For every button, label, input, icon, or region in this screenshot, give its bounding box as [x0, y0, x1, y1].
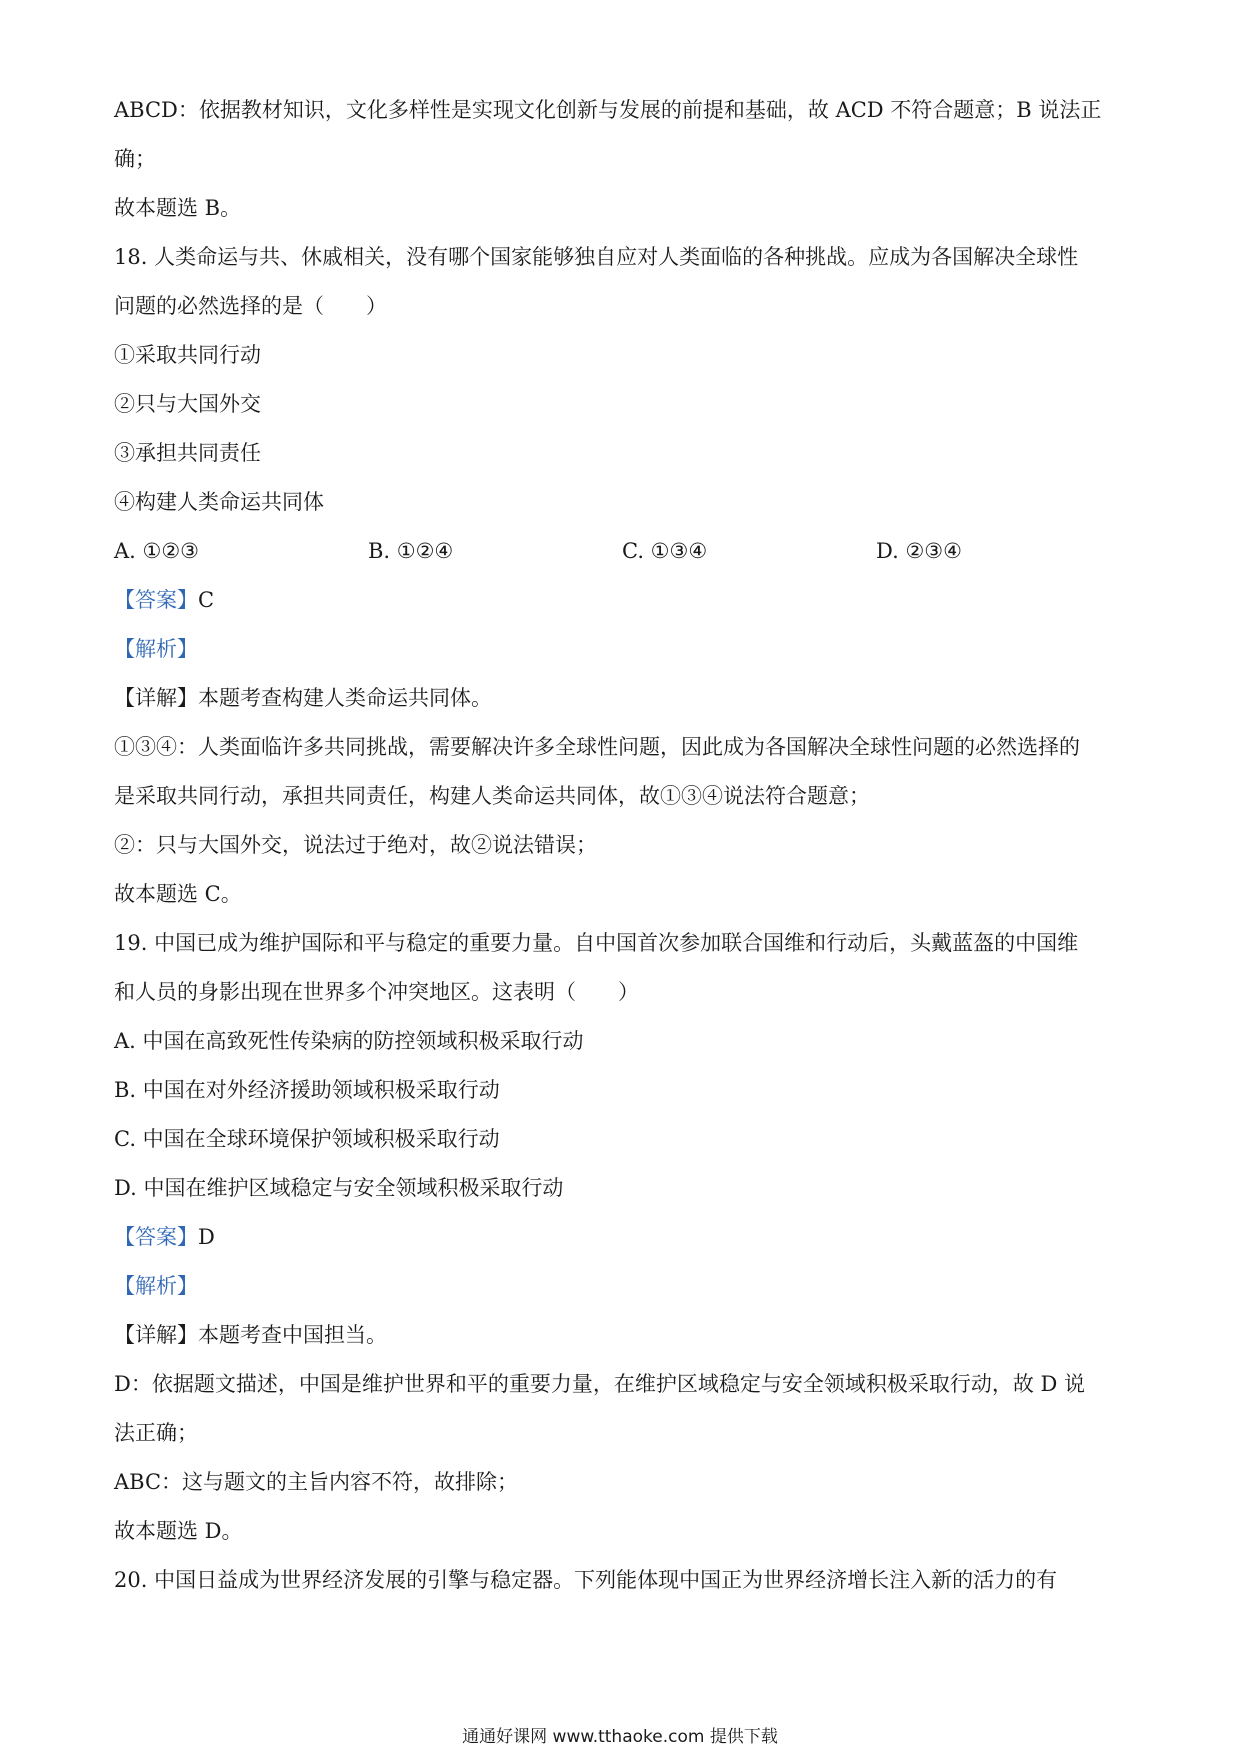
detail-line: 故本题选 D。: [114, 1519, 243, 1543]
page-footer: 通通好课网 www.tthaoke.com 提供下载: [462, 1727, 778, 1747]
option-b: B. ①②④: [368, 539, 454, 563]
statement-2: ②只与大国外交: [114, 392, 261, 416]
answer-value: C: [198, 588, 215, 612]
detail-line: ②：只与大国外交，说法过于绝对，故②说法错误；: [114, 833, 597, 857]
option-a: A. ①②③: [114, 539, 199, 563]
answer-value: D: [198, 1225, 215, 1249]
detail-line: ①③④：人类面临许多共同挑战，需要解决许多全球性问题，因此成为各国解决全球性问题的必然选择的: [114, 735, 1080, 759]
detail-line: 【详解】本题考查中国担当。: [114, 1323, 387, 1347]
statement-4: ④构建人类命运共同体: [114, 490, 324, 514]
statement-1: ①采取共同行动: [114, 343, 261, 367]
detail-line: D：依据题文描述，中国是维护世界和平的重要力量，在维护区域稳定与安全领域积极采取行动，故 D 说: [114, 1372, 1086, 1396]
question-19-answer: [114, 1222, 1134, 1252]
text-line: 故本题选 B。: [114, 196, 242, 220]
question-18-stem: 18. 人类命运与共、休戚相关，没有哪个国家能够独自应对人类面临的各种挑战。应成为各国解决全球性: [114, 245, 1079, 269]
option-c: C. ①③④: [622, 539, 708, 563]
detail-line: 是采取共同行动，承担共同责任，构建人类命运共同体，故①③④说法符合题意；: [114, 784, 870, 808]
option-b: B. 中国在对外经济援助领域积极采取行动: [114, 1078, 500, 1102]
statement-3: ③承担共同责任: [114, 441, 261, 465]
option-d: D. 中国在维护区域稳定与安全领域积极采取行动: [114, 1176, 564, 1200]
detail-line: ABC：这与题文的主旨内容不符，故排除；: [114, 1470, 519, 1494]
option-c: C. 中国在全球环境保护领域积极采取行动: [114, 1127, 500, 1151]
answer-tag: 【答案】: [114, 588, 198, 612]
detail-line: 【详解】本题考查构建人类命运共同体。: [114, 686, 492, 710]
option-a: A. 中国在高致死性传染病的防控领域积极采取行动: [114, 1029, 584, 1053]
text-line: 确；: [114, 147, 156, 171]
option-d: D. ②③④: [876, 539, 962, 563]
question-19-stem: 和人员的身影出现在世界多个冲突地区。这表明（ ）: [114, 980, 639, 1004]
detail-line: 法正确；: [114, 1421, 198, 1445]
detail-line: 故本题选 C。: [114, 882, 242, 906]
question-20-stem: 20. 中国日益成为世界经济发展的引擎与稳定器。下列能体现中国正为世界经济增长注入新的活力的有: [114, 1568, 1058, 1592]
answer-tag: 【答案】: [114, 1225, 198, 1249]
question-18-answer: [114, 585, 1134, 615]
analysis-tag: 【解析】: [114, 1274, 198, 1298]
text-line: ABCD：依据教材知识，文化多样性是实现文化创新与发展的前提和基础，故 ACD 不符合题意；B 说法正: [114, 98, 1102, 122]
question-19-stem: 19. 中国已成为维护国际和平与稳定的重要力量。自中国首次参加联合国维和行动后，头戴蓝盔的中国维: [114, 931, 1079, 955]
document-page: [114, 95, 1134, 1614]
question-18-options: [114, 536, 1134, 566]
question-18-stem: 问题的必然选择的是（ ）: [114, 294, 387, 318]
analysis-tag: 【解析】: [114, 637, 198, 661]
